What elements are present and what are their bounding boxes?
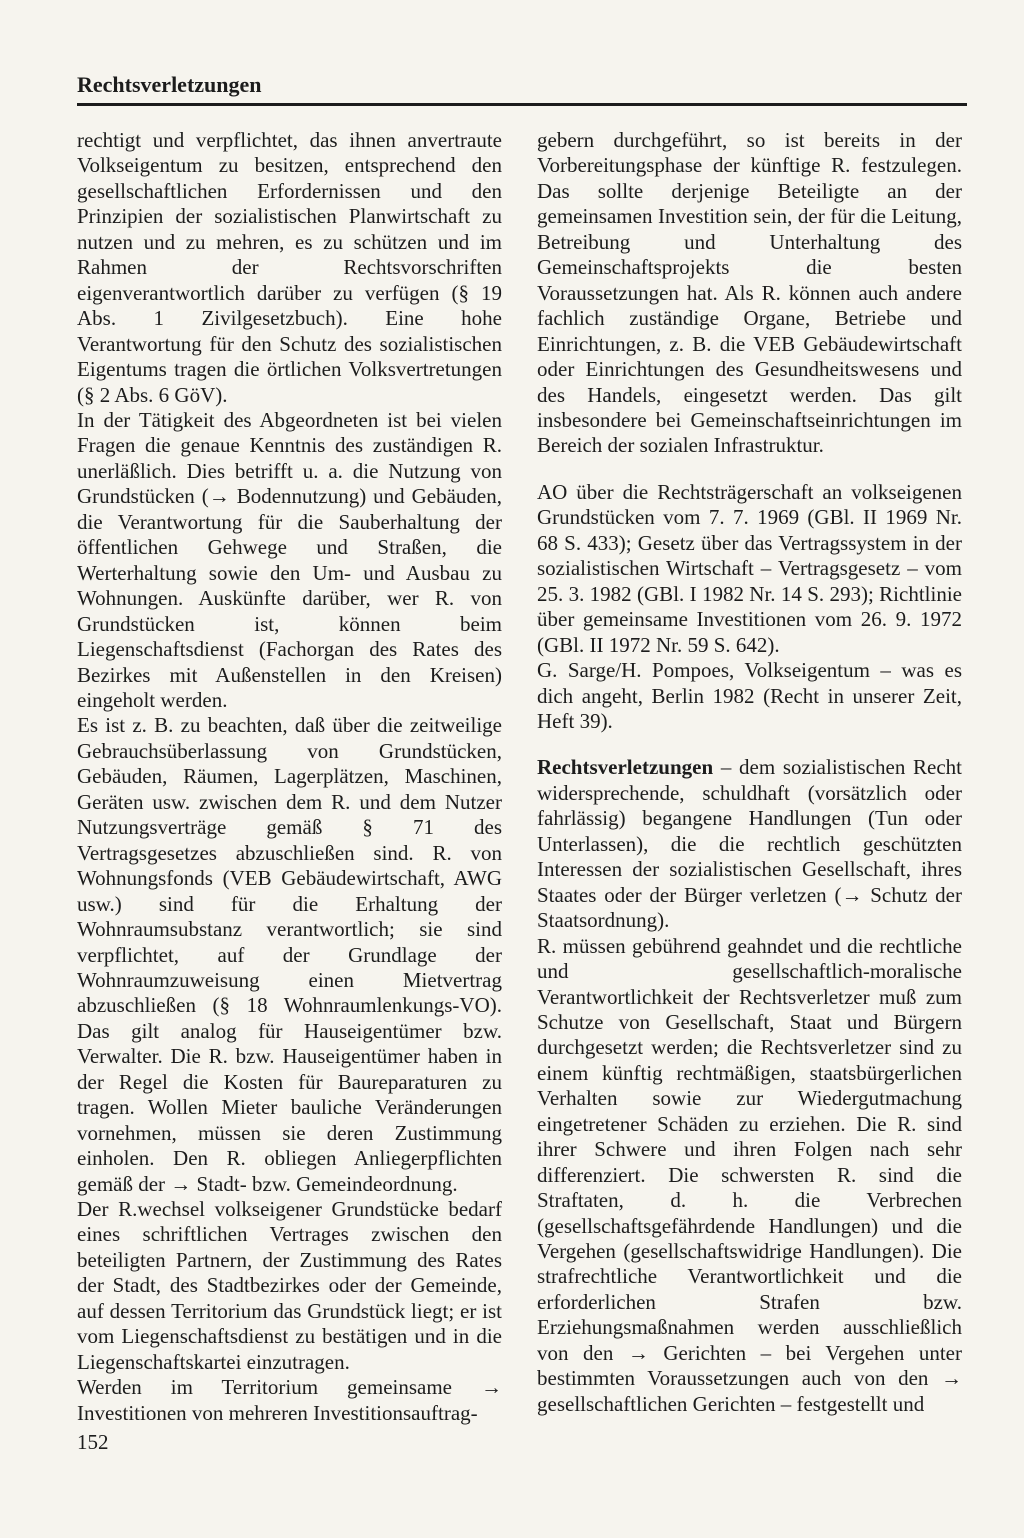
references: AO über die Rechtsträgerschaft an volkseigenen Grundstücken vom 7. 7. 1969 (GBl. II 1969 Nr. 68 S. 433); Gesetz über das Vertragssystem in der sozialistischen Wirtschaft – Vertragsgesetz – vom 25. 3. 1982 (GBl. I 1982 Nr. 14 S. 293); Richtlinie über gemeinsame Investitionen vom 26. 9. 1972 (GBl. II 1972 Nr. 59 S. 642). — [537, 479, 962, 657]
references-literature: G. Sarge/H. Pompoes, Volkseigentum – was es dich angeht, Berlin 1982 (Recht in unserer Zeit, Heft 39). — [537, 658, 962, 733]
left-column — [77, 128, 502, 1426]
paragraph: rechtigt und verpflichtet, das ihnen anvertraute Volkseigentum zu besitzen, entsprechend den gesellschaftlichen Erfordernissen und den Prinzipien der sozialistischen Planwirtschaft zu nutzen und zu mehren, es zu schützen und im Rahmen der Rechtsvorschriften eigenverantwortlich darüber zu verfügen (§ 19 Abs. 1 Zivilgesetzbuch). Eine hohe Verantwortung für den Schutz des sozialistischen Eigentums tragen die örtlichen Volksvertretungen (§ 2 Abs. 6 GöV). — [77, 128, 502, 407]
entry-rechtsverletzungen — [537, 755, 962, 933]
header-rule — [77, 103, 967, 106]
running-head: Rechtsverletzungen — [77, 72, 262, 97]
entry-definition: – dem sozialistischen Recht widersprechende, schuldhaft (vorsätzlich oder fahrlässig) begangene Handlungen (Tun oder Unterlassen), die die rechtlich geschützten Interessen der sozialistischen Gesellschaft, ihres Staates oder der Bürger verletzen (→ Schutz der Staatsordnung). — [537, 755, 962, 933]
paragraph: Werden im Territorium gemeinsame → Investitionen von mehreren Investitionsauftrag- — [77, 1375, 502, 1425]
paragraph: gebern durchgeführt, so ist bereits in der Vorbereitungsphase der künftige R. festzulegen. Das sollte derjenige Beteiligte an der gemeinsamen Investition sein, der für die Leitung, Betreibung und Unterhaltung des Gemeinschaftsprojekts die besten Voraussetzungen hat. Als R. können auch andere fachlich zuständige Organe, Betriebe und Einrichtungen, z. B. die VEB Gebäudewirtschaft oder Einrichtungen des Gesundheitswesens und des Handels, eingesetzt werden. Das gilt insbesondere bei Gemeinschaftseinrichtungen im Bereich der sozialen Infrastruktur. — [537, 128, 962, 458]
page-number: 152 — [77, 1430, 109, 1454]
paragraph: R. müssen gebührend geahndet und die rechtliche und gesellschaftlich-moralische Verantwortlichkeit der Rechtsverletzer muß zum Schutze von Gesellschaft, Staat und Bürgern durchgesetzt werden; die Rechtsverletzer sind zu einem künftig rechtmäßigen, staatsbürgerlichen Verhalten sowie zur Wiedergutmachung eingetretener Schäden zu erziehen. Die R. sind ihrer Schwere und ihren Folgen nach sehr differenziert. Die schwersten R. sind die Straftaten, d. h. die Verbrechen (gesellschaftsgefährdende Handlungen) und die Vergehen (gesellschaftswidrige Handlungen). Die strafrechtliche Verantwortlichkeit und die erforderlichen Strafen bzw. Erziehungsmaßnahmen werden ausschließlich von den → Gerichten – bei Vergehen unter bestimmten Voraussetzungen auch von den → gesellschaftlichen Gerichten – festgestellt und — [537, 933, 962, 1416]
entry-term: Rechtsverletzungen — [537, 755, 714, 780]
paragraph: In der Tätigkeit des Abgeordneten ist bei vielen Fragen die genaue Kenntnis des zuständigen R. unerläßlich. Dies betrifft u. a. die Nutzung von Grundstücken (→ Bodennutzung) und Gebäuden, die Verantwortung für die Sauberhaltung der öffentlichen Gehwege und Straßen, die Werterhaltung sowie den Um- und Ausbau zu Wohnungen. Auskünfte darüber, wer R. von Grundstücken ist, können beim Liegenschaftsdienst (Fachorgan des Rates des Bezirkes mit Außenstellen in den Kreisen) eingeholt werden. — [77, 407, 502, 712]
paragraph: Es ist z. B. zu beachten, daß über die zeitweilige Gebrauchsüberlassung von Grundstücken, Gebäuden, Räumen, Lagerplätzen, Maschinen, Geräten usw. zwischen dem R. und dem Nutzer Nutzungsverträge gemäß § 71 des Vertragsgesetzes abzuschließen sind. R. von Wohnungsfonds (VEB Gebäudewirtschaft, AWG usw.) sind für die Erhaltung der Wohnraumsubstanz verantwortlich; sie sind verpflichtet, auf der Grundlage der Wohnraumzuweisung einen Mietvertrag abzuschließen (§ 18 Wohnraumlenkungs-VO). Das gilt analog für Hauseigentümer bzw. Verwalter. Die R. bzw. Hauseigentümer haben in der Regel die Kosten für Baureparaturen zu tragen. Wollen Mieter bauliche Veränderungen vornehmen, müssen sie deren Zustimmung einholen. Den R. obliegen Anliegerpflichten gemäß der → Stadt- bzw. Gemeindeordnung. — [77, 713, 502, 1196]
paragraph: Der R.wechsel volkseigener Grundstücke bedarf eines schriftlichen Vertrages zwischen den beteiligten Partnern, der Zustimmung des Rates der Stadt, des Stadtbezirkes oder der Gemeinde, auf dessen Territorium das Grundstück liegt; er ist vom Liegenschaftsdienst zu bestätigen und in die Liegenschaftskartei einzutragen. — [77, 1197, 502, 1374]
right-column — [537, 128, 962, 1417]
